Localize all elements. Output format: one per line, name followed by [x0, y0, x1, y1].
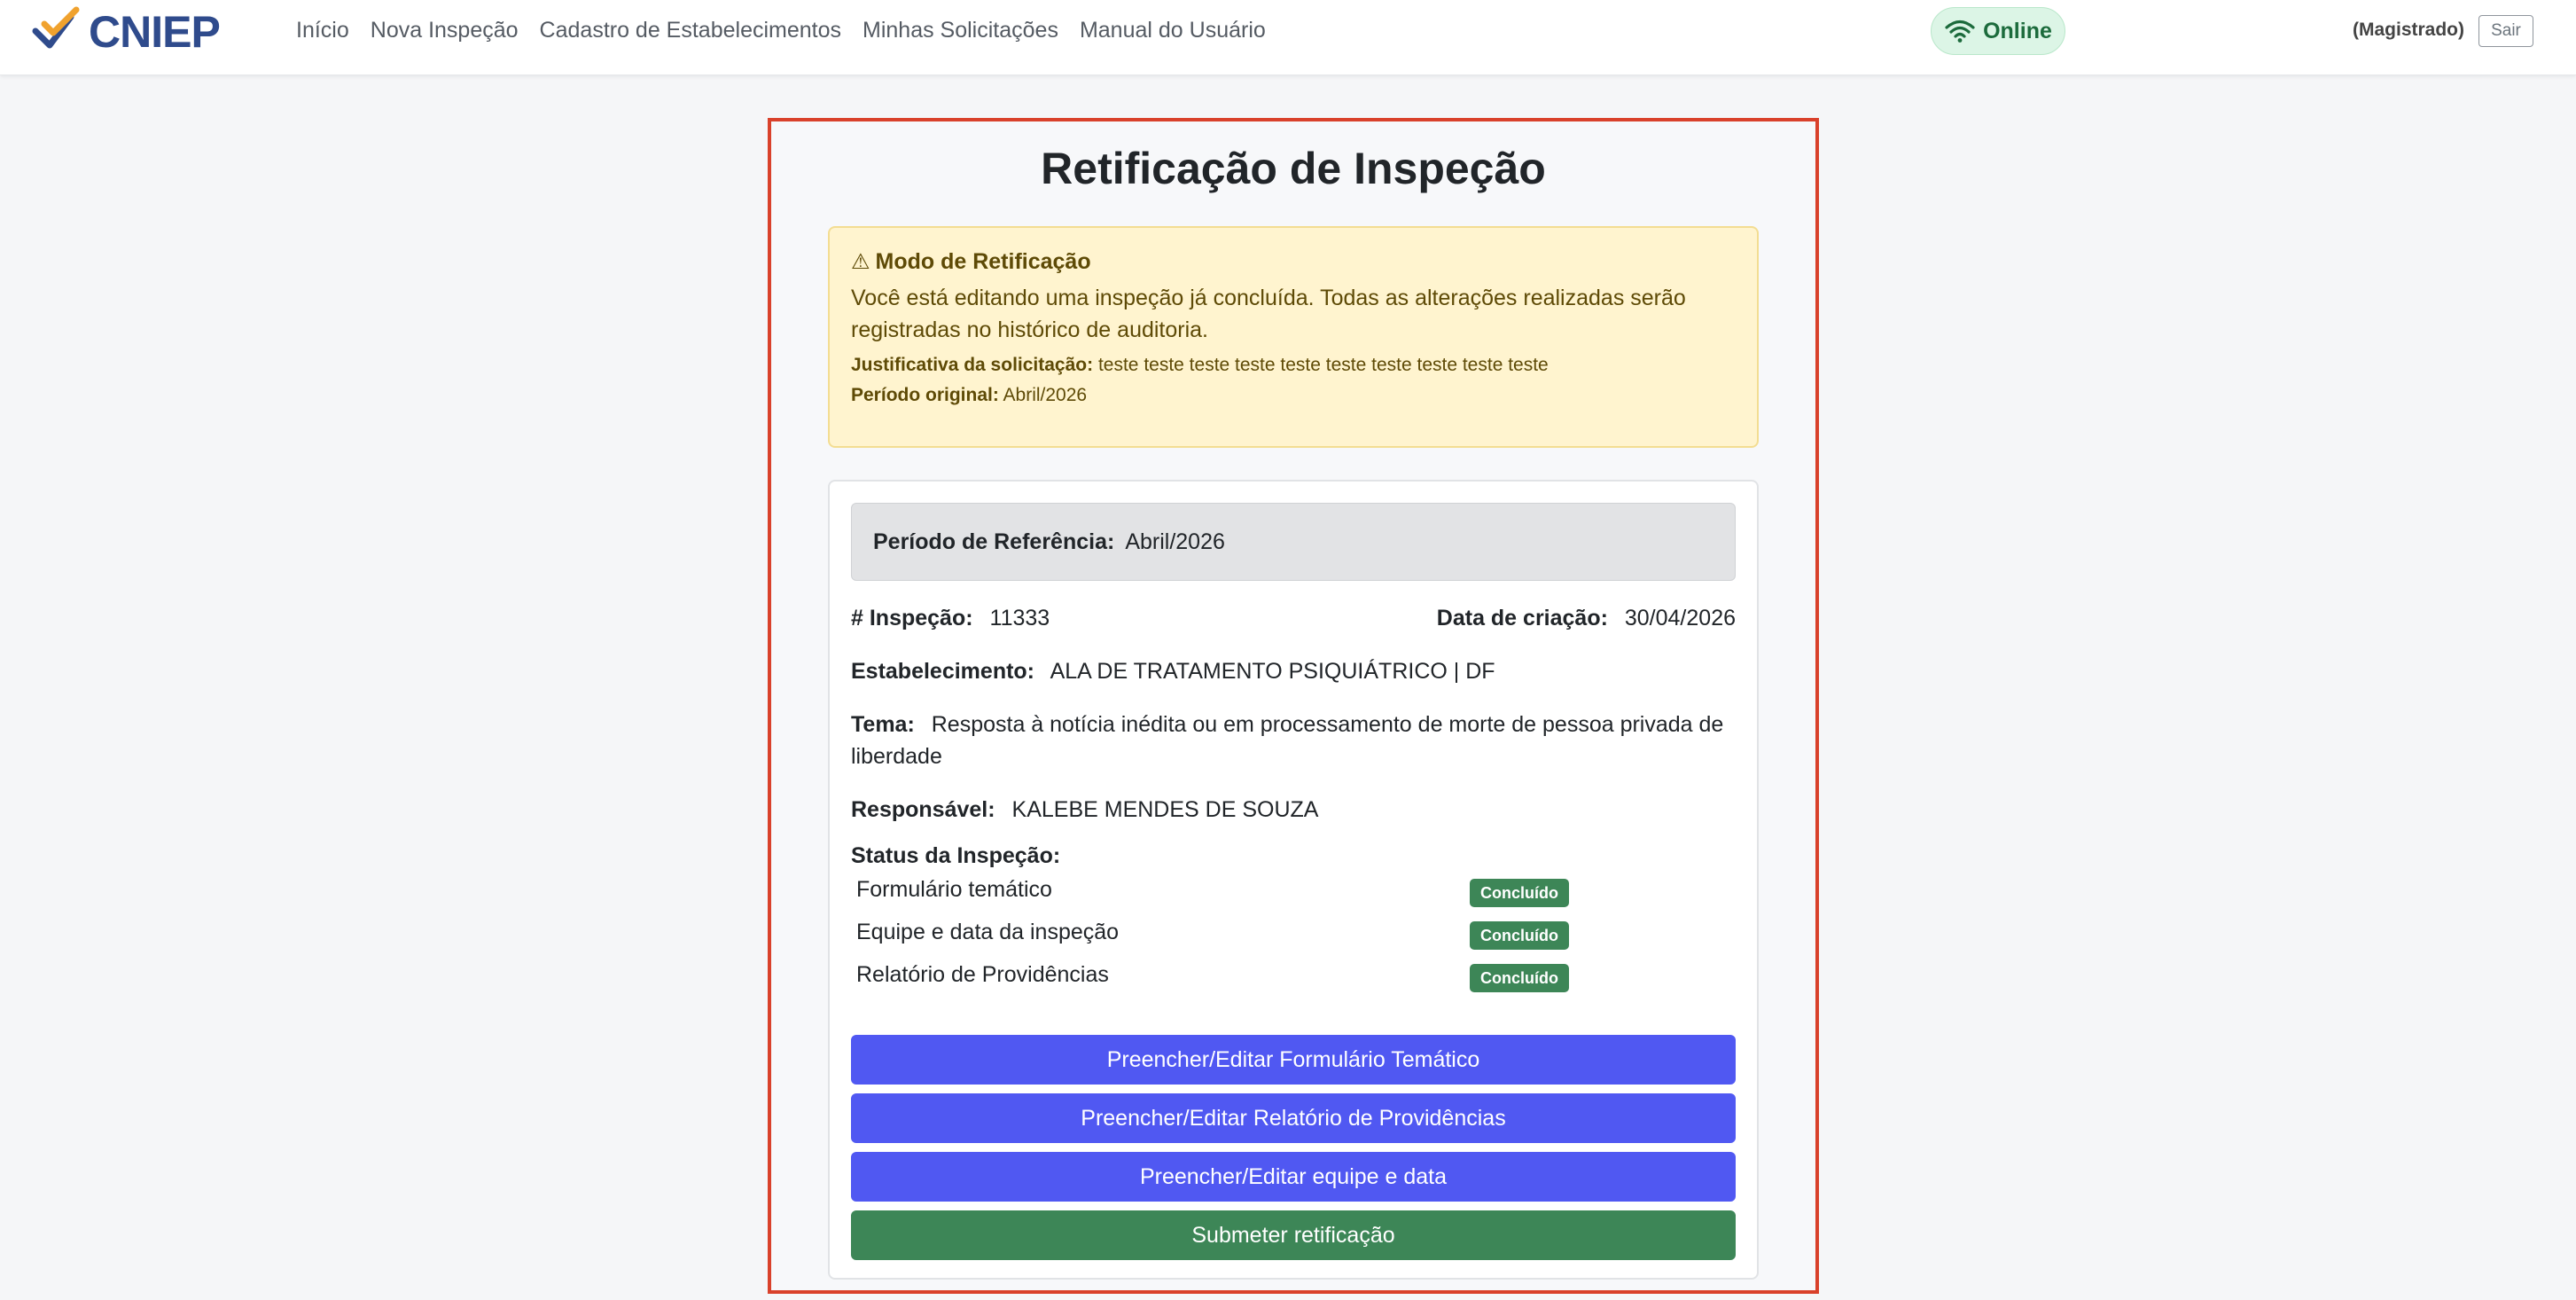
inspection-number-row [851, 602, 1050, 634]
connection-status-label: Online [1983, 18, 2052, 43]
rectification-warning-alert [828, 226, 1759, 448]
responsible-row [851, 794, 1318, 826]
original-period-value: Abril/2026 [1003, 385, 1088, 405]
status-row-equipe [856, 920, 1636, 952]
status-item-label: Relatório de Providências [856, 962, 1109, 987]
status-title: Status da Inspeção: [851, 843, 1061, 868]
establishment-value: ALA DE TRATAMENTO PSIQUIÁTRICO | DF [1050, 659, 1495, 684]
logout-button[interactable]: Sair [2478, 15, 2533, 47]
creation-date-label: Data de criação: [1436, 606, 1608, 630]
submit-rectification-button[interactable]: Submeter retificação [851, 1210, 1736, 1260]
original-period-label: Período original: [851, 385, 999, 405]
page-title: Retificação de Inspeção [1041, 144, 1546, 193]
warning-title-row [851, 249, 1736, 275]
inspection-card [828, 480, 1759, 1280]
edit-team-date-button[interactable]: Preencher/Editar equipe e data [851, 1152, 1736, 1202]
logo-check-icon [32, 6, 87, 58]
edit-report-button[interactable]: Preencher/Editar Relatório de Providências [851, 1093, 1736, 1143]
logo-text: CNIEP [89, 7, 220, 57]
inspection-number-label: # Inspeção: [851, 606, 973, 630]
responsible-label: Responsável: [851, 797, 995, 822]
creation-date-row [1437, 602, 1736, 634]
responsible-value: KALEBE MENDES DE SOUZA [1011, 797, 1319, 822]
theme-value: Resposta à notícia inédita ou em processamento de morte de pessoa privada de liberdade [851, 712, 1724, 769]
theme-label: Tema: [851, 712, 915, 737]
establishment-label: Estabelecimento: [851, 659, 1035, 684]
inspection-number-value: 11333 [989, 606, 1050, 630]
warning-icon: ⚠ [851, 250, 870, 274]
creation-date-value: 30/04/2026 [1624, 606, 1736, 630]
warning-title: Modo de Retificação [875, 249, 1091, 274]
status-badge: Concluído [1470, 921, 1569, 950]
status-row-relatorio [856, 962, 1636, 994]
justification-label: Justificativa da solicitação: [851, 355, 1094, 375]
user-role: (Magistrado) [2353, 20, 2464, 40]
establishment-row [851, 655, 1495, 687]
top-navbar [0, 0, 2576, 75]
justification-row [851, 355, 1736, 376]
warning-message: Você está editando uma inspeção já concluída. Todas as alterações realizadas serão registradas no histórico de auditoria. [851, 286, 1686, 342]
edit-thematic-form-button[interactable]: Preencher/Editar Formulário Temático [851, 1035, 1736, 1085]
original-period-row [851, 385, 1736, 406]
rectification-panel [768, 118, 1819, 1294]
status-badge: Concluído [1470, 879, 1569, 907]
nav-manual-usuario[interactable]: Manual do Usuário [1079, 17, 1266, 43]
nav-cadastro-estabelecimentos[interactable]: Cadastro de Estabelecimentos [539, 17, 842, 43]
theme-row [851, 709, 1736, 772]
status-item-label: Equipe e data da inspeção [856, 920, 1120, 944]
nav-inicio[interactable]: Início [296, 17, 349, 43]
status-item-label: Formulário temático [856, 877, 1052, 902]
status-row-formulario [856, 877, 1636, 909]
main-nav [296, 0, 1287, 60]
connection-status-badge [1931, 7, 2065, 55]
reference-period-label: Período de Referência: [873, 529, 1115, 554]
wifi-icon [1944, 19, 1976, 43]
reference-period-value: Abril/2026 [1125, 529, 1225, 554]
reference-period-box [851, 503, 1736, 581]
status-badge: Concluído [1470, 964, 1569, 992]
app-logo[interactable] [32, 5, 220, 59]
nav-minhas-solicitacoes[interactable]: Minhas Solicitações [863, 17, 1058, 43]
nav-nova-inspecao[interactable]: Nova Inspeção [370, 17, 519, 43]
justification-value: teste teste teste teste teste teste teste teste teste teste [1097, 355, 1549, 375]
